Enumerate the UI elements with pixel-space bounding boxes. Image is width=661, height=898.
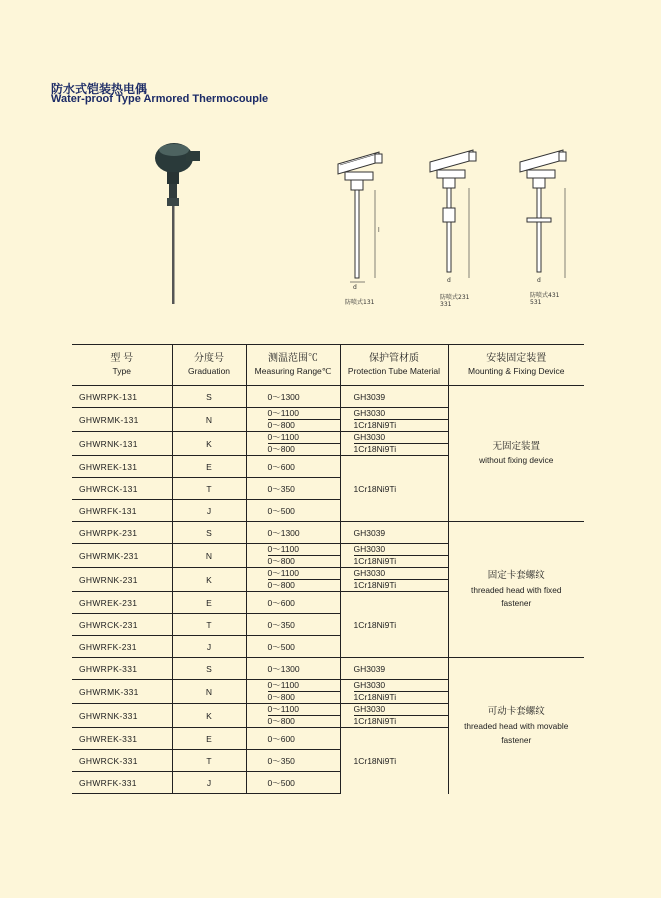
drawing-131 [335,132,385,297]
material-cell: GH3030 1Cr18Ni9Ti [340,680,448,704]
drawing-label-1: 防喷式131 [345,299,375,306]
graduation-cell: S [172,522,246,544]
range-cell: 0～600 [246,728,340,750]
drawing-label-3: 防喷式431 531 [530,292,560,306]
graduation-cell: N [172,544,246,568]
graduation-cell: T [172,478,246,500]
dim-d-label-2: d [447,277,451,284]
graduation-cell: S [172,658,246,680]
graduation-cell: T [172,750,246,772]
range-cell: 0～500 [246,500,340,522]
material-cell-shared: 1Cr18Ni9Ti [340,456,448,522]
type-cell: GHWRMK-331 [72,680,172,704]
type-cell: GHWRPK-331 [72,658,172,680]
table-header-row [72,345,584,386]
material-cell-shared: 1Cr18Ni9Ti [340,728,448,794]
range-cell: 0～1100 0～800 [246,568,340,592]
range-cell: 0～1100 0～800 [246,408,340,432]
drawing-431 [515,132,575,297]
type-cell: GHWRPK-131 [72,386,172,408]
header-mounting: 安装固定装置 Mounting & Fixing Device [448,345,584,386]
page-title-cn: 防水式铠装热电偶 [51,82,148,96]
material-cell: GH3030 1Cr18Ni9Ti [340,544,448,568]
material-cell: GH3030 1Cr18Ni9Ti [340,568,448,592]
dim-l-label: l [378,227,380,234]
spec-table [72,344,584,794]
range-cell: 0～1100 0～800 [246,544,340,568]
range-cell: 0～600 [246,456,340,478]
material-cell: GH3039 [340,658,448,680]
table-row [72,522,584,544]
range-cell: 0～1100 0～800 [246,704,340,728]
graduation-cell: N [172,408,246,432]
graduation-cell: J [172,772,246,794]
type-cell: GHWREK-131 [72,456,172,478]
type-cell: GHWRMK-131 [72,408,172,432]
header-type: 型 号 Type [72,345,172,386]
drawing-231 [425,132,480,297]
graduation-cell: N [172,680,246,704]
range-cell: 0～350 [246,614,340,636]
type-cell: GHWRCK-331 [72,750,172,772]
type-cell: GHWRNK-231 [72,568,172,592]
range-cell: 0～1300 [246,386,340,408]
material-cell-shared: 1Cr18Ni9Ti [340,592,448,658]
range-cell: 0～1300 [246,522,340,544]
mounting-cell: 可动卡套螺纹 threaded head with movable fastener [448,658,584,794]
dim-d-label-3: d [537,277,541,284]
thermocouple-photo [150,138,210,308]
graduation-cell: S [172,386,246,408]
graduation-cell: E [172,456,246,478]
table-row [72,386,584,408]
table-row [72,658,584,680]
range-cell: 0～1300 [246,658,340,680]
mounting-cell: 无固定装置 without fixing device [448,386,584,522]
type-cell: GHWREK-331 [72,728,172,750]
material-cell: GH3030 1Cr18Ni9Ti [340,408,448,432]
graduation-cell: K [172,568,246,592]
mounting-cell: 固定卡套螺纹 threaded head with fixed fastener [448,522,584,658]
dim-d-label: d [353,284,357,291]
type-cell: GHWRFK-231 [72,636,172,658]
material-cell: GH3039 [340,522,448,544]
graduation-cell: J [172,636,246,658]
range-cell: 0～1100 0～800 [246,432,340,456]
type-cell: GHWRCK-131 [72,478,172,500]
type-cell: GHWRNK-131 [72,432,172,456]
graduation-cell: K [172,704,246,728]
range-cell: 0～1100 0～800 [246,680,340,704]
range-cell: 0～350 [246,478,340,500]
type-cell: GHWRFK-331 [72,772,172,794]
header-material: 保护管材质 Protection Tube Material [340,345,448,386]
range-cell: 0～600 [246,592,340,614]
graduation-cell: T [172,614,246,636]
material-cell: GH3039 [340,386,448,408]
type-cell: GHWRNK-331 [72,704,172,728]
drawing-label-2: 防喷式231 331 [440,294,470,308]
graduation-cell: K [172,432,246,456]
header-graduation: 分度号 Graduation [172,345,246,386]
page-title-en: Water-proof Type Armored Thermocouple [51,93,269,105]
range-cell: 0～500 [246,772,340,794]
material-cell: GH3030 1Cr18Ni9Ti [340,432,448,456]
graduation-cell: J [172,500,246,522]
range-cell: 0～500 [246,636,340,658]
type-cell: GHWRCK-231 [72,614,172,636]
graduation-cell: E [172,728,246,750]
type-cell: GHWRMK-231 [72,544,172,568]
type-cell: GHWRFK-131 [72,500,172,522]
material-cell: GH3030 1Cr18Ni9Ti [340,704,448,728]
type-cell: GHWRPK-231 [72,522,172,544]
graduation-cell: E [172,592,246,614]
type-cell: GHWREK-231 [72,592,172,614]
header-range: 测温范围℃ Measuring Range℃ [246,345,340,386]
range-cell: 0～350 [246,750,340,772]
